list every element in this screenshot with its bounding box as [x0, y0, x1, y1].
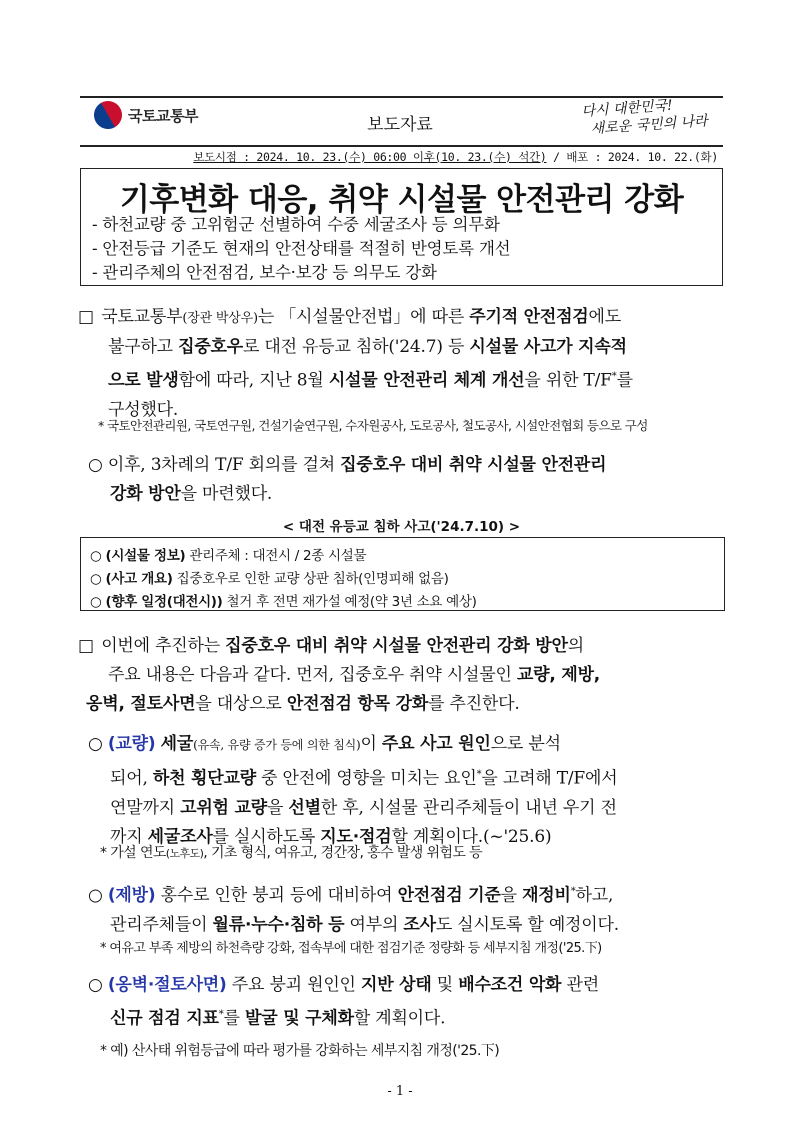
subtitle-3: - 관리주체의 안전점검, 보수·보강 등 의무도 강화	[92, 263, 437, 282]
paragraph-line: 강화 방안을 마련했다.	[110, 484, 273, 504]
item-bridge	[88, 730, 728, 852]
paragraph-line: 불구하고 집중호우로 대전 유등교 침하('24.7) 등 시설물 사고가 지속적	[108, 337, 627, 357]
footnote-wall-guidelines: * 예) 산사태 위험등급에 따라 평가를 강화하는 세부지침 개정('25.下)	[100, 1043, 500, 1059]
slogan-line-2: 새로운 국민의 나라	[590, 113, 709, 138]
paragraph-line: 신규 점검 지표*를 발굴 및 구체화할 계획이다.	[110, 1008, 446, 1029]
paragraph-line: 으로 발생함에 따라, 지난 8월 시설물 안전관리 체계 개선을 위한 T/F*를	[108, 370, 633, 391]
release-time: 보도시점 : 2024. 10. 23.(수) 06:00 이후(10. 23.(수) 석간)	[193, 150, 547, 164]
paragraph-line: ○ (옹벽·절토사면) 주요 붕괴 원인인 지반 상태 및 배수조건 악화 관련	[88, 975, 599, 995]
distribution-date: / 배포 : 2024. 10. 22.(화)	[546, 150, 718, 164]
case-line: ○ (시설물 정보) 관리주체 : 대전시 / 2종 시설물	[90, 548, 367, 564]
page-number: - 1 -	[387, 1084, 413, 1099]
paragraph-line: ○ (교량) 세굴(유속, 유량 증가 등에 의한 침식)이 주요 사고 원인으로 분석	[88, 734, 561, 754]
case-line: ○ (사고 개요) 집중호우로 인한 교량 상판 침하(인명피해 없음)	[90, 571, 449, 587]
paragraph-line: ○ 이후, 3차례의 T/F 회의를 걸쳐 집중호우 대비 취약 시설물 안전관리	[88, 455, 607, 475]
subtitle-2: - 안전등급 기준도 현재의 안전상태를 적절히 반영토록 개선	[92, 239, 511, 258]
subtitle-1: - 하천교량 중 고위험군 선별하여 수중 세굴조사 등 의무화	[92, 215, 500, 234]
release-info	[193, 149, 718, 165]
main-title: 기후변화 대응, 취약 시설물 안전관리 강화	[119, 182, 684, 218]
item-tf-meetings	[88, 451, 728, 509]
bullet-box-icon: □	[78, 636, 94, 656]
paragraph-1	[78, 303, 726, 425]
paragraph-line: □ 이번에 추진하는 집중호우 대비 취약 시설물 안전관리 강화 방안의	[78, 632, 726, 661]
case-title: < 대전 유등교 침하 사고('24.7.10) >	[282, 519, 521, 535]
slogan-line-1: 다시 대한민국!	[580, 97, 674, 120]
paragraph-line: 관리주체들이 월류·누수·침하 등 여부의 조사도 실시토록 할 예정이다.	[110, 914, 619, 935]
footnote-levee-guidelines: * 여유고 부족 제방의 하천측량 강화, 접속부에 대한 점검기준 정량화 등 세부지침 개정('25.下)	[100, 941, 602, 956]
paragraph-line: 구성했다.	[108, 399, 179, 420]
paragraph-line: 되어, 하천 횡단교량 중 안전에 영향을 미치는 요인*을 고려해 T/F에서	[110, 768, 618, 789]
paragraph-line: 까지 세굴조사를 실시하도록 지도·점검할 계획이다.(~'25.6)	[110, 826, 552, 847]
press-release-label: 보도자료	[367, 115, 433, 135]
item-levee	[88, 877, 728, 940]
taeguk-emblem-icon	[89, 96, 127, 134]
paragraph-2	[78, 632, 726, 719]
ministry-name: 국토교통부	[128, 106, 198, 125]
paragraph-line: 주요 내용은 다음과 같다. 먼저, 집중호우 취약 시설물인 교량, 제방,	[108, 665, 601, 685]
footnote-bridge-factors: * 가설 연도(노후도), 기초 형식, 여유고, 경간장, 홍수 발생 위험도 등	[100, 845, 483, 861]
case-line: ○ (향후 일정(대전시)) 철거 후 전면 재가설 예정(약 3년 소요 예상)	[90, 594, 477, 610]
bullet-box-icon: □	[78, 307, 94, 327]
ministry-logo	[94, 101, 198, 129]
paragraph-line: 연말까지 고위험 교량을 선별한 후, 시설물 관리주체들이 내년 우기 전	[110, 797, 617, 818]
item-retaining-wall	[88, 971, 728, 1034]
footnote-tf-members: * 국토안전관리원, 국토연구원, 건설기술연구원, 수자원공사, 도로공사, 철도공사, 시설안전협회 등으로 구성	[98, 418, 648, 433]
paragraph-line: □ 국토교통부(장관 박상우)는 「시설물안전법」에 따른 주기적 안전점검에도	[78, 303, 726, 333]
paragraph-line: 옹벽, 절토사면을 대상으로 안전점검 항목 강화를 추진한다.	[86, 694, 520, 714]
paragraph-line: ○ (제방) 홍수로 인한 붕괴 등에 대비하여 안전점검 기준을 재정비*하고,	[88, 885, 614, 906]
